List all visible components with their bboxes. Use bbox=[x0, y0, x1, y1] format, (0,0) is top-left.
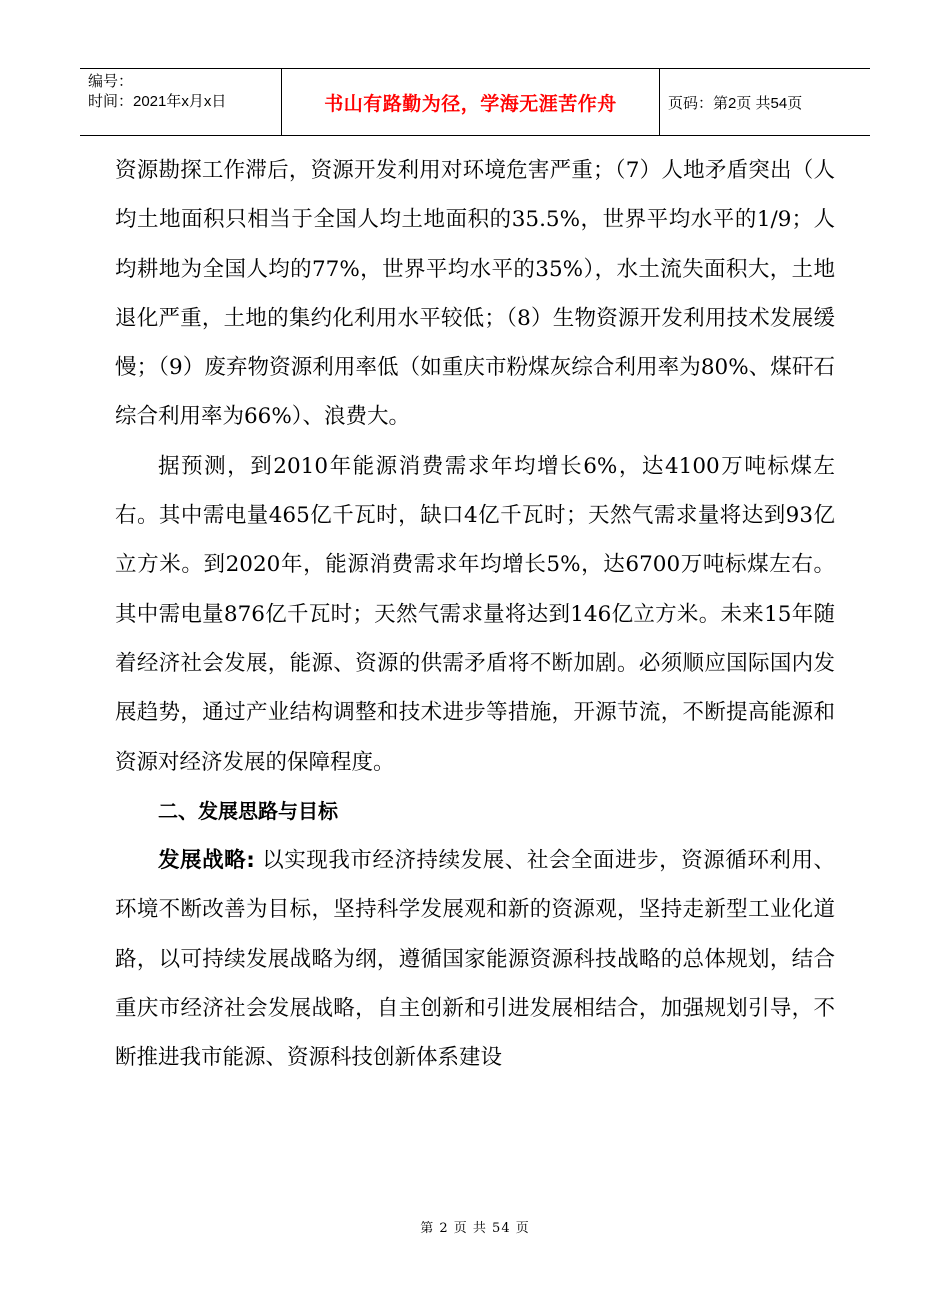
document-body bbox=[115, 146, 835, 1083]
header-meta-cell bbox=[80, 69, 282, 135]
date-label: 时间：2021年x月x日 bbox=[88, 93, 227, 110]
page-footer: 第 2 页 共 54 页 bbox=[420, 1221, 530, 1236]
strategy-lead: 发展战略: bbox=[158, 848, 255, 874]
header-motto-cell bbox=[282, 69, 660, 135]
strategy-text: 以实现我市经济持续发展、社会全面进步，资源循环利用、环境不断改善为目标，坚持科学发展观和新的资源观，坚持走新型工业化道路，以可持续发展战略为纲，遵循国家能源资源科技战略的总体规划，结合重庆市经济社会发展战略，自主创新和引进发展相结合，加强规划引导，不断推进我市能源、资源科技创新体系建设 bbox=[115, 848, 835, 1071]
document-header bbox=[80, 68, 870, 136]
body-paragraph-3 bbox=[115, 836, 835, 1082]
page-info: 页码：第2页 共54页 bbox=[668, 94, 803, 112]
body-paragraph-1: 资源勘探工作滞后，资源开发利用对环境危害严重；（7）人地矛盾突出（人均土地面积只相当于全国人均土地面积的35.5%，世界平均水平的1/9；人均耕地为全国人均的77%，世界平均水平的35%），水土流失面积大，土地退化严重，土地的集约化利用水平较低；（8）生物资源开发利用技术发展缓慢；（9）废弃物资源利用率低（如重庆市粉煤灰综合利用率为80%、煤矸石综合利用率为66%）、浪费大。 bbox=[115, 158, 835, 430]
body-paragraph-2: 据预测，到2010年能源消费需求年均增长6%，达4100万吨标煤左右。其中需电量465亿千瓦时，缺口4亿千瓦时；天然气需求量将达到93亿立方米。到2020年，能源消费需求年均增长5%，达6700万吨标煤左右。其中需电量876亿千瓦时；天然气需求量将达到146亿立方米。未来15年随着经济社会发展，能源、资源的供需矛盾将不断加剧。必须顺应国际国内发展趋势，通过产业结构调整和技术进步等措施，开源节流，不断提高能源和资源对经济发展的保障程度。 bbox=[115, 453, 835, 775]
section-heading: 二、发展思路与目标 bbox=[158, 798, 338, 823]
header-page-cell bbox=[660, 69, 870, 135]
motto-text: 书山有路勤为径，学海无涯苦作舟 bbox=[324, 92, 617, 115]
serial-number-label: 编号： bbox=[88, 73, 134, 90]
